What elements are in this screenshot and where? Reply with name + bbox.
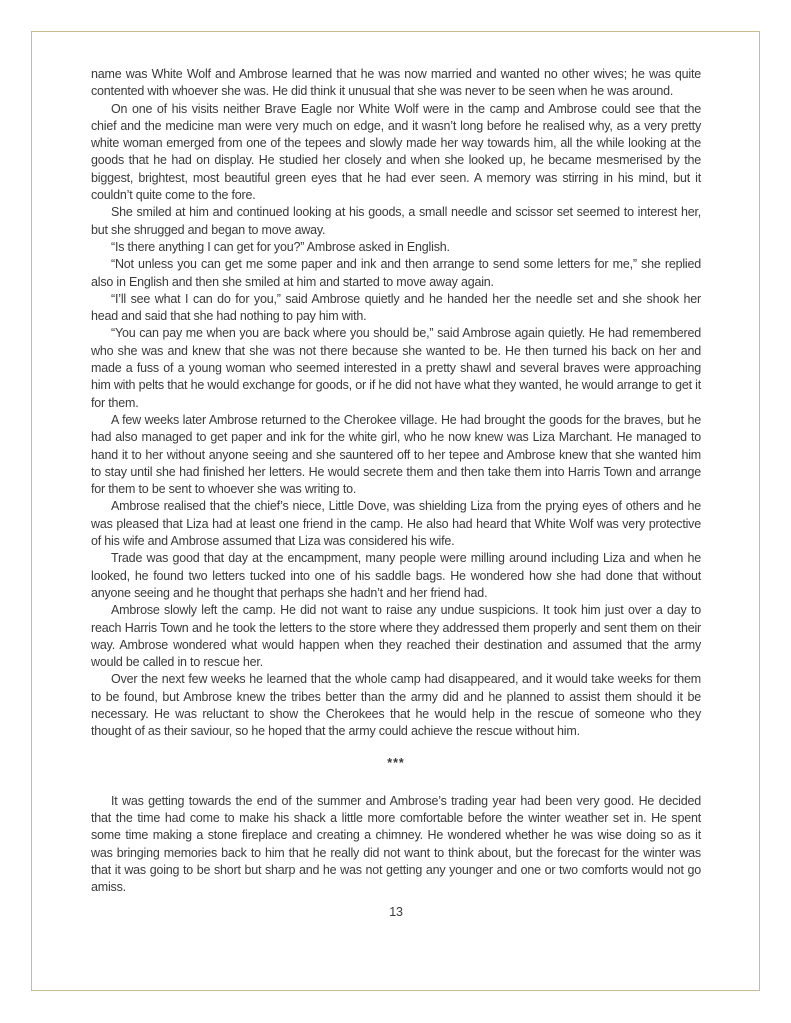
text-block [91,66,701,921]
paragraph: “Not unless you can get me some paper and ink and then arrange to send some letters for me,” she replied also in English and then she smiled at him and started to move away again. [91,257,701,289]
paragraph: “Is there anything I can get for you?” Ambrose asked in English. [111,239,450,254]
paragraph: A few weeks later Ambrose returned to the Cherokee village. He had brought the goods for the braves, but he had also managed to get paper and ink for the white girl, who he now knew was Liza Marchant. He managed to hand it to her without anyone seeing and she sauntered off to her tepee and Ambrose knew that she wanted him to stay until she had finished her letters. He would secrete them and then take them into Harris Town and arrange for them to be sent to whoever she was writing to. [91,412,701,497]
paragraph: On one of his visits neither Brave Eagle nor White Wolf were in the camp and Ambrose could see that the chief and the medicine man were very much on edge, and it wasn’t long before he realised why, as a very pretty white woman emerged from one of the tepees and slowly made her way towards him, all the while looking at the goods that he had on display. He studied her closely and when she looked up, he became mesmerised by the biggest, brightest, most beautiful green eyes that he had ever seen. A memory was stirring in his mind, but it couldn’t quite come to the fore. [91,101,701,203]
paragraph: Ambrose slowly left the camp. He did not want to raise any undue suspicions. It took him just over a day to reach Harris Town and he took the letters to the store where they addressed them properly and sent them on their way. Ambrose wondered what would happen when they reached their destination and assumed that the army would be called in to rescue her. [91,603,701,670]
page-border [31,31,760,991]
paragraph: Ambrose realised that the chief’s niece, Little Dove, was shielding Liza from the prying eyes of others and he was pleased that Liza had at least one friend in the camp. He also had heard that White Wolf was very protective of his wife and Ambrose assumed that Liza was considered his wife. [91,499,701,549]
section-break: *** [387,755,405,770]
paragraph: name was White Wolf and Ambrose learned that he was now married and wanted no other wives; he was quite contented with whoever she was. He did think it unusual that she was never to be seen when he was around. [91,67,701,99]
paragraph: Over the next few weeks he learned that the whole camp had disappeared, and it would take weeks for them to be found, but Ambrose knew the tribes better than the army did and he planned to assist them should it be necessary. He was reluctant to show the Cherokees that he would help in the rescue of someone who they thought of as their saviour, so he hoped that the army could achieve the rescue without him. [91,672,701,739]
paragraph: Trade was good that day at the encampment, many people were milling around including Liza and when he looked, he found two letters tucked into one of his saddle bags. He wondered how she had done that without anyone seeing and he thought that perhaps she hadn’t and her friend had. [91,551,701,600]
page-number: 13 [389,904,403,919]
paragraph: It was getting towards the end of the summer and Ambrose’s trading year had been very good. He decided that the time had come to make his shack a little more comfortable before the winter weather set in. He spent some time making a stone fireplace and creating a chimney. He wondered whether he was wise doing so as it was bringing memories back to him that he really did not want to think about, but the forecast for the winter was that it was going to be short but sharp and he was not getting any younger and one or two comforts would not go amiss. [91,793,701,895]
paragraph: She smiled at him and continued looking at his goods, a small needle and scissor set seemed to interest her, but she shrugged and began to move away. [91,205,701,237]
paragraph: “You can pay me when you are back where you should be,” said Ambrose again quietly. He had remembered who she was and knew that she was not there because she wanted to be. He then turned his back on her and made a fuss of a young woman who seemed interested in a pretty shawl and several braves were approaching him with pelts that he would exchange for goods, or if he did not have what they wanted, he would arrange to get it for them. [91,326,701,410]
paragraph: “I’ll see what I can do for you,” said Ambrose quietly and he handed her the needle set and she shook her head and said that she had nothing to pay him with. [91,291,701,324]
